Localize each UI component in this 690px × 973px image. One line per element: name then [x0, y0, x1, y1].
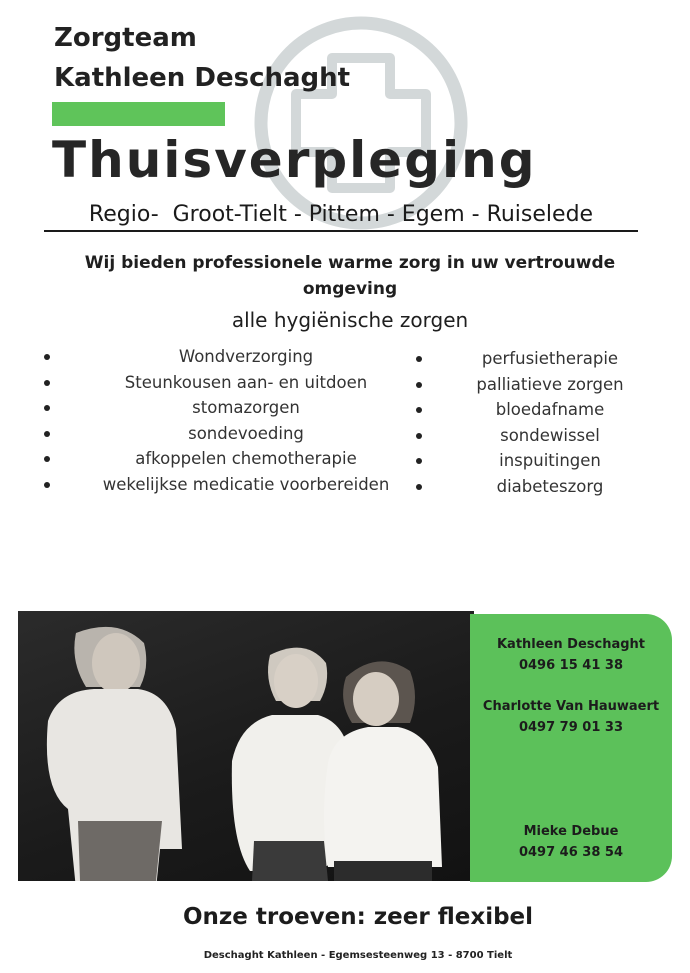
contact-name: Charlotte Van Hauwaert — [482, 699, 660, 714]
bullet-icon — [416, 382, 422, 388]
list-item: wekelijkse medicatie voorbereiden — [40, 472, 430, 498]
region-line — [44, 200, 638, 232]
bullet-icon — [44, 431, 50, 437]
list-item: diabeteszorg — [410, 474, 660, 500]
bullet-icon — [416, 484, 422, 490]
bullet-icon — [44, 456, 50, 462]
bullet-icon — [416, 356, 422, 362]
contact-name: Mieke Debue — [523, 824, 619, 839]
list-item: perfusietherapie — [410, 346, 660, 372]
bullet-icon — [416, 407, 422, 413]
intro-text: Wij bieden professionele warme zorg in uw vertrouwde omgeving — [84, 253, 616, 299]
bullet-icon — [44, 405, 50, 411]
list-item: afkoppelen chemotherapie — [40, 446, 430, 472]
page-title: Thuisverpleging — [52, 131, 537, 189]
bullet-icon — [416, 433, 422, 439]
bullet-icon — [44, 482, 50, 488]
list-item: stomazorgen — [40, 395, 430, 421]
services-list-right — [410, 346, 660, 499]
region-text: Regio- Groot-Tielt - Pittem - Egem - Ruiselede — [88, 202, 594, 227]
slogan: Onze troeven: zeer flexibel — [182, 904, 534, 930]
contact-phone[interactable]: 0497 79 01 33 — [518, 720, 624, 735]
team-photo — [18, 611, 474, 881]
contact-phone[interactable]: 0496 15 41 38 — [518, 658, 624, 673]
team-label: Zorgteam — [54, 23, 197, 53]
team-name — [54, 18, 350, 98]
contact-phone[interactable]: 0497 46 38 54 — [518, 845, 624, 860]
accent-bar — [52, 102, 225, 126]
bullet-icon — [44, 380, 50, 386]
bullet-icon — [416, 458, 422, 464]
team-leader-name: Kathleen Deschaght — [54, 63, 351, 93]
list-item: sondewissel — [410, 423, 660, 449]
list-item: Wondverzorging — [40, 344, 430, 370]
contact-card — [470, 696, 672, 738]
contact-name: Kathleen Deschaght — [496, 637, 646, 652]
contact-card — [470, 634, 672, 676]
services-list-left — [40, 344, 430, 497]
footer-address: Deschaght Kathleen - Egemsesteenweg 13 - 8700 Tielt — [203, 950, 513, 961]
list-item: Steunkousen aan- en uitdoen — [40, 370, 430, 396]
contact-card — [470, 821, 672, 863]
contact-panel — [470, 614, 672, 882]
person-silhouette — [47, 627, 182, 881]
person-silhouette — [324, 661, 442, 881]
bullet-icon — [44, 354, 50, 360]
list-item: bloedafname — [410, 397, 660, 423]
list-item: inspuitingen — [410, 448, 660, 474]
list-item: palliatieve zorgen — [410, 372, 660, 398]
list-item: sondevoeding — [40, 421, 430, 447]
intro-subtitle: alle hygiënische zorgen — [231, 308, 469, 332]
